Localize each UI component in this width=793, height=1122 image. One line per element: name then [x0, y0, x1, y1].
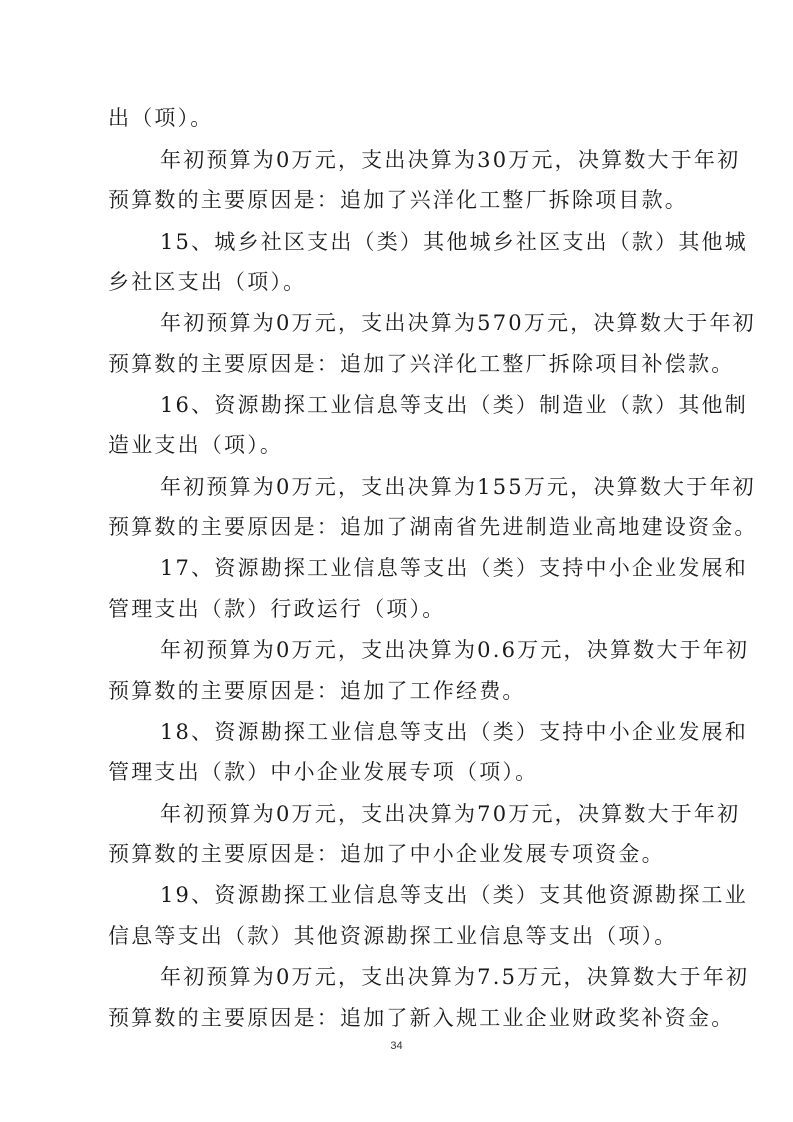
text-line: 年初预算为0万元，支出决算为30万元，决算数大于年初	[160, 148, 741, 172]
text-line: 预算数的主要原因是：追加了兴洋化工整厂拆除项目补偿款。	[108, 352, 735, 376]
text-line: 乡社区支出（项）。	[108, 270, 307, 294]
text-line: 18、资源勘探工业信息等支出（类）支持中小企业发展和	[160, 720, 748, 744]
text-line: 出（项）。	[108, 106, 214, 130]
text-line: 造业支出（项）。	[108, 433, 284, 457]
text-line: 管理支出（款）行政运行（项）。	[108, 597, 446, 621]
text-line: 年初预算为0万元，支出决算为570万元，决算数大于年初	[160, 311, 756, 335]
text-line: 年初预算为0万元，支出决算为70万元，决算数大于年初	[160, 802, 741, 826]
page-number: 34	[390, 1040, 403, 1052]
text-line: 预算数的主要原因是：追加了湖南省先进制造业高地建设资金。	[108, 515, 758, 539]
text-line: 年初预算为0万元，支出决算为155万元，决算数大于年初	[160, 475, 756, 499]
text-line: 年初预算为0万元，支出决算为0.6万元，决算数大于年初	[160, 638, 750, 662]
text-line: 16、资源勘探工业信息等支出（类）制造业（款）其他制	[160, 393, 748, 417]
text-line: 预算数的主要原因是：追加了中小企业发展专项资金。	[108, 842, 665, 866]
text-line: 预算数的主要原因是：追加了新入规工业企业财政奖补资金。	[108, 1006, 735, 1030]
text-line: 信息等支出（款）其他资源勘探工业信息等支出（项）。	[108, 924, 678, 948]
text-line: 17、资源勘探工业信息等支出（类）支持中小企业发展和	[160, 556, 748, 580]
text-line: 管理支出（款）中小企业发展专项（项）。	[108, 760, 539, 784]
text-line: 15、城乡社区支出（类）其他城乡社区支出（款）其他城	[160, 230, 748, 254]
text-line: 预算数的主要原因是：追加了兴洋化工整厂拆除项目款。	[108, 188, 688, 212]
text-line: 19、资源勘探工业信息等支出（类）支其他资源勘探工业	[160, 883, 748, 907]
text-line: 预算数的主要原因是：追加了工作经费。	[108, 679, 526, 703]
text-line: 年初预算为0万元，支出决算为7.5万元，决算数大于年初	[160, 965, 750, 989]
